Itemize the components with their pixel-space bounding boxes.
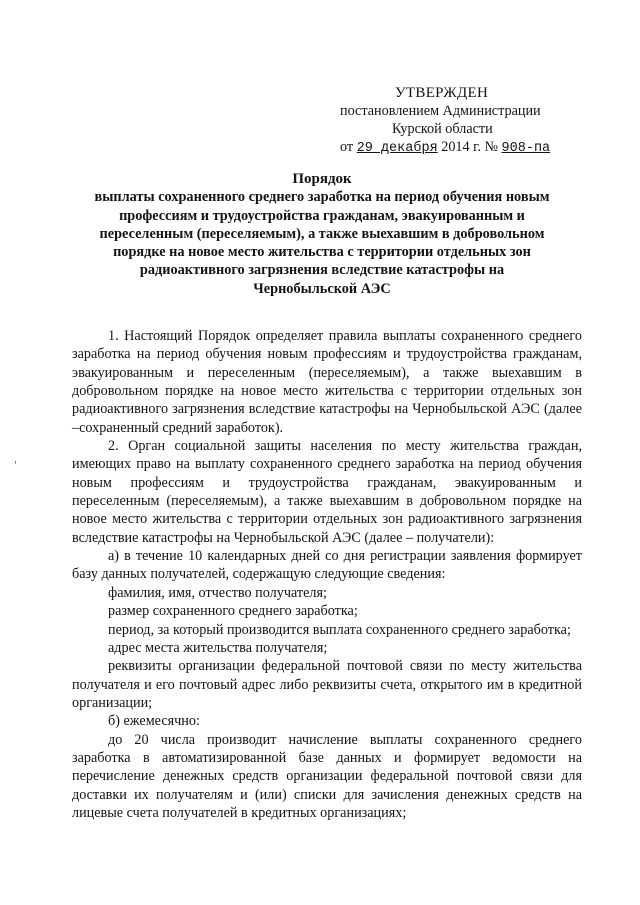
list-item: период, за который производится выплата сохраненного среднего заработка; [108,621,571,638]
title-line: профессиям и трудоустройства гражданам, эвакуированным и [119,207,525,224]
paragraph-2a: а) в течение 10 календарных дней со дня регистрации заявления формирует базу данных получателей, содержащую следующие сведения: [72,548,582,583]
approval-date-handwritten: 29 декабря [356,141,438,156]
list-item: реквизиты организации федеральной почтовой связи по месту жительства получателя и его почтовый адрес либо реквизиты счета, открытого им в кредитной организации; [72,658,582,711]
title-line: радиоактивного загрязнения вследствие катастрофы на [139,262,505,279]
paragraph-2: 2. Орган социальной защиты населения по месту жительства граждан, имеющих право на выплату сохраненного среднего заработка на период обучения новым профессиям и трудоустройства гражданам, эвакуированным и переселенным (переселяемым), а также выехавшим в добровольном порядке на новое место жительства с территории отдельных зон радиоактивного загрязнения вследствие катастрофы на Чернобыльской АЭС (далее – получатели): [72,438,582,546]
approval-number-handwritten: 908-па [501,141,551,156]
title-line: порядке на новое место жительства с территории отдельных зон [113,244,531,261]
approval-block [340,84,600,158]
paragraph-2b: б) ежемесячно: [108,713,200,730]
approval-date-line [340,138,600,158]
list-item: до 20 числа производит начисление выплаты сохраненного среднего заработка в автоматизированной базе данных и формирует ведомости на перечисление денежных средств организации федеральной почтовой связи для доставки их получателям и (или) списки для зачисления денежных средств на лицевые счета получателей в кредитных организациях; [72,731,582,821]
list-item: адрес места жительства получателя; [108,639,328,656]
document-body [72,327,582,822]
paragraph-1: 1. Настоящий Порядок определяет правила выплаты сохраненного среднего заработка на период обучения новым профессиям и трудоустройства гражданам, эвакуированным и переселенным (переселяемым), а также выехавшим в добровольном порядке на новое место жительства с территории отдельных зон радиоактивного загрязнения вследствие катастрофы на Чернобыльской АЭС (далее –сохраненный средний заработок). [72,328,582,436]
approval-resolution: постановлением Администрации [340,103,541,119]
title-line: выплаты сохраненного среднего заработка на период обучения новым [94,189,550,206]
approval-date-prefix: от [340,139,354,155]
approval-date-year: 2014 г. № [441,139,498,155]
title-line: Чернобыльской АЭС [253,280,391,297]
scan-mark: ' [14,460,17,471]
list-item: размер сохраненного среднего заработка; [108,603,358,620]
list-item: фамилия, имя, отчество получателя; [108,584,327,601]
title-heading: Порядок [292,171,352,187]
title-line: переселенным (переселяемым), а также выехавшим в добровольном [99,225,545,242]
approval-region: Курской области [392,121,493,137]
approval-title: УТВЕРЖДЕН [395,85,489,101]
document-title [60,170,584,298]
